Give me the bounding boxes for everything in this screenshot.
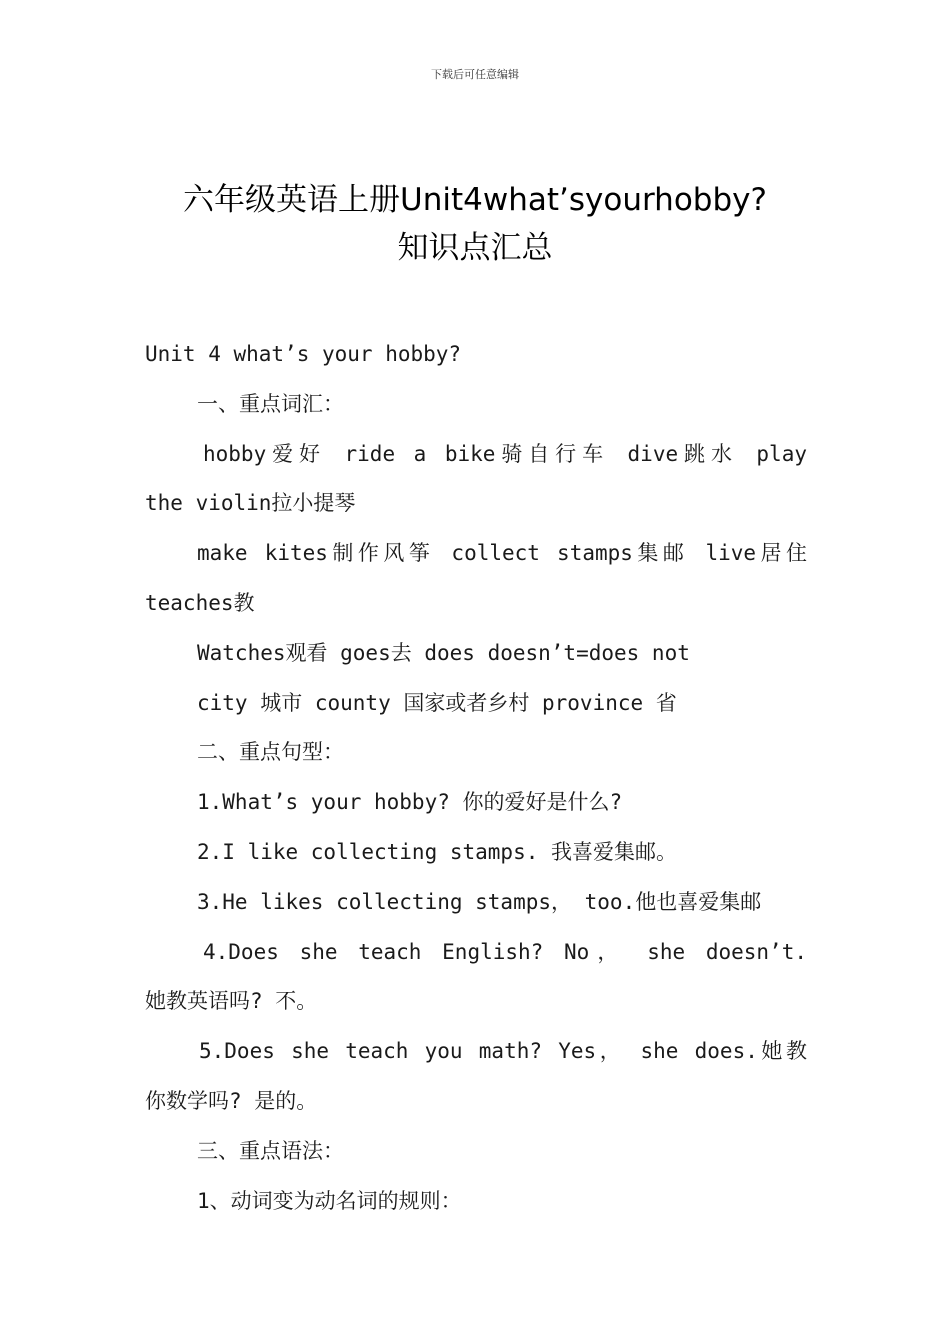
sentence-5: 5.Does she teach you math? Yes， she does.她教 xyxy=(199,1039,807,1064)
title-line-2: 知识点汇总 xyxy=(397,230,553,266)
title-line-1: 六年级英语上册Unit4what’syourhobby? xyxy=(183,182,767,218)
sentence-5-continued: 你数学吗? 是的。 xyxy=(145,1088,318,1113)
vocab-line-4: city 城市 county 国家或者乡村 province 省 xyxy=(197,690,677,715)
document-title xyxy=(90,176,860,272)
vocab-line-2-continued: teaches教 xyxy=(145,590,255,615)
header-note: 下载后可任意编辑 xyxy=(431,68,519,81)
sentence-3: 3.He likes collecting stamps， too.他也喜爱集邮 xyxy=(197,889,762,914)
sentence-4: 4.Does she teach English? No， she doesn’t. xyxy=(203,939,807,964)
unit-heading: Unit 4 what’s your hobby? xyxy=(145,342,462,366)
document-body xyxy=(145,330,807,1226)
vocab-line-3: Watches观看 goes去 does doesn’t=does not xyxy=(197,640,690,665)
sentence-2: 2.I like collecting stamps. 我喜爱集邮。 xyxy=(197,839,678,864)
section-sentences-heading: 二、重点句型： xyxy=(197,740,344,765)
sentence-1: 1.What’s your hobby? 你的爱好是什么? xyxy=(197,790,623,815)
sentence-4-continued: 她教英语吗? 不。 xyxy=(145,989,318,1014)
section-grammar-heading: 三、重点语法： xyxy=(197,1138,344,1163)
grammar-rule-1: 1、动词变为动名词的规则： xyxy=(197,1188,462,1213)
vocab-line-2: make kites制作风筝 collect stamps集邮 live居住 xyxy=(197,541,807,566)
vocab-line-1: hobby爱好 ride a bike骑自行车 dive跳水 play xyxy=(203,441,807,466)
section-vocabulary-heading: 一、重点词汇： xyxy=(197,391,344,416)
vocab-line-1-continued: the violin拉小提琴 xyxy=(145,491,356,516)
